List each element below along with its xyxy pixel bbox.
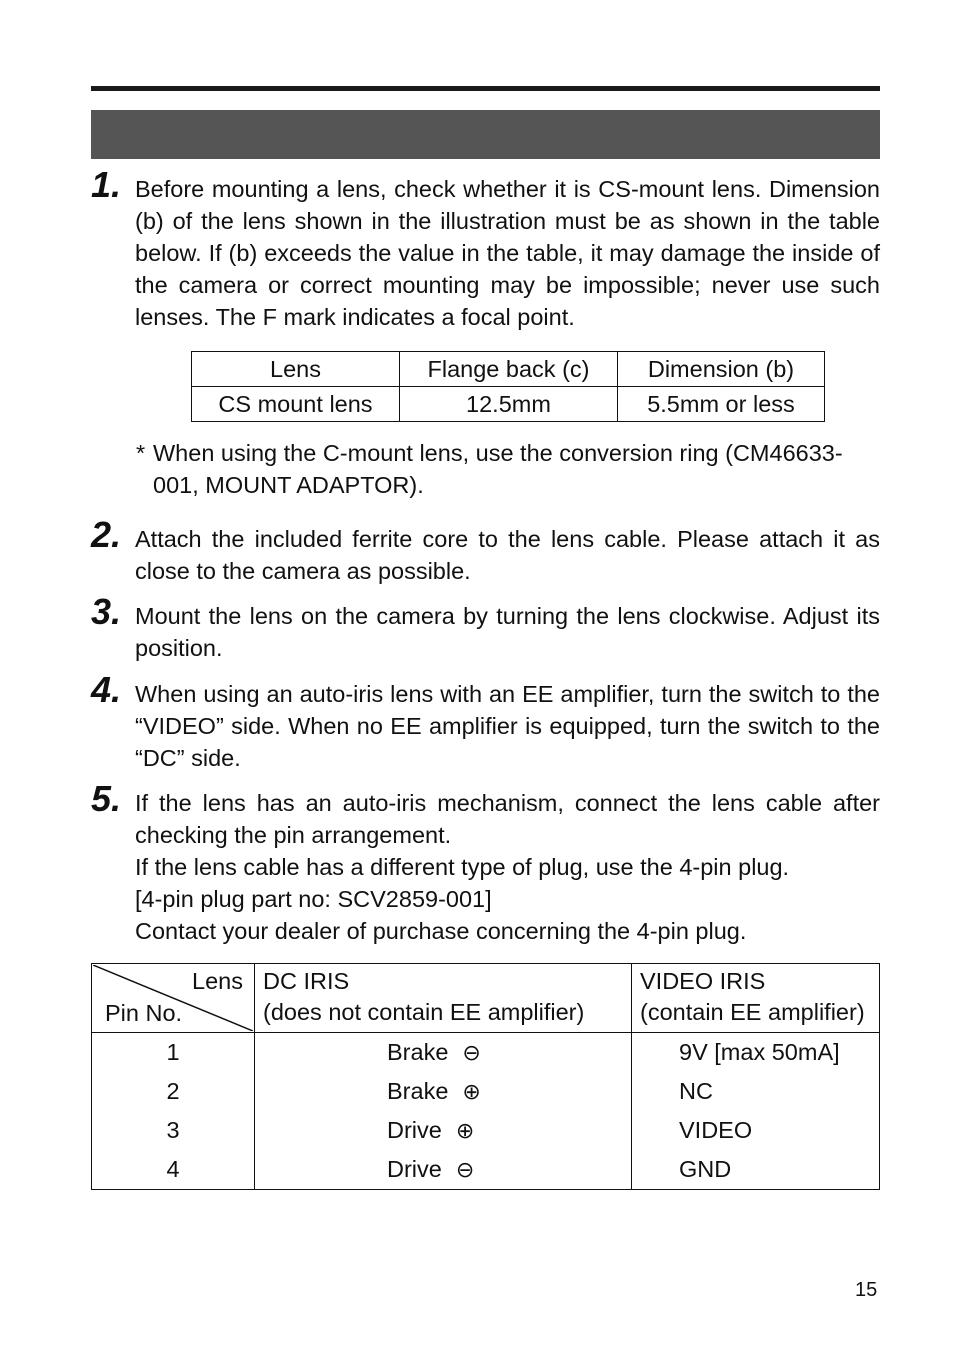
step-paragraph: Contact your dealer of purchase concerning the 4-pin plug. xyxy=(135,918,747,944)
minus-circle-icon: ⊖ xyxy=(455,1157,475,1182)
step-paragraph: Before mounting a lens, check whether it is CS-mount lens. Dimension (b) of the lens shown in the illustration must be as shown in the table below. If (b) exceeds the value in the table, it may damage the inside of the camera or correct mounting may be impossible; never use such lenses. The F mark indicates a focal point. xyxy=(135,176,880,330)
diagonal-header xyxy=(93,965,253,1031)
step-text xyxy=(135,678,880,774)
step-number: 4. xyxy=(91,669,122,710)
pin-number-cell: 3 xyxy=(92,1111,255,1150)
table-cell: 12.5mm xyxy=(400,387,618,422)
corner-header-cell xyxy=(92,964,255,1033)
top-rule xyxy=(91,86,880,91)
step-text xyxy=(135,600,880,664)
video-iris-title: VIDEO IRIS xyxy=(640,968,766,994)
corner-label-pin: Pin No. xyxy=(105,1000,183,1026)
table-header-cell: Lens xyxy=(192,352,400,387)
step-number: 5. xyxy=(91,778,122,819)
plus-circle-icon: ⊕ xyxy=(462,1079,481,1104)
table-row xyxy=(92,1150,880,1190)
step-text xyxy=(135,787,880,947)
table-header-cell: Flange back (c) xyxy=(400,352,618,387)
note-marker: * xyxy=(136,440,146,466)
plus-circle-icon: ⊕ xyxy=(455,1118,475,1143)
dc-iris-title: DC IRIS xyxy=(263,968,350,994)
table-row xyxy=(192,387,825,422)
step-4 xyxy=(91,669,880,774)
lens-dimension-table xyxy=(191,351,825,422)
step-2 xyxy=(91,514,880,587)
table-header-cell: Dimension (b) xyxy=(618,352,825,387)
pin-arrangement-table xyxy=(91,963,880,1190)
dc-function: Drive xyxy=(387,1156,442,1182)
video-iris-subtitle: (contain EE amplifier) xyxy=(640,999,865,1025)
step-paragraph: Attach the included ferrite core to the lens cable. Please attach it as close to the camera as possible. xyxy=(135,526,880,584)
step-1 xyxy=(91,164,880,333)
video-iris-cell: VIDEO xyxy=(632,1111,880,1150)
dc-iris-cell xyxy=(255,1033,632,1073)
step-3 xyxy=(91,591,880,664)
table-cell: CS mount lens xyxy=(192,387,400,422)
table-header-row xyxy=(192,352,825,387)
step-number: 3. xyxy=(91,591,122,632)
step-paragraph: If the lens has an auto-iris mechanism, connect the lens cable after checking the pin arrangement. xyxy=(135,790,880,848)
table-row xyxy=(92,1033,880,1073)
step-paragraph: If the lens cable has a different type of plug, use the 4-pin plug. xyxy=(135,854,790,880)
step-number: 2. xyxy=(91,514,122,555)
table-header-row xyxy=(92,964,880,1033)
dc-function: Brake xyxy=(387,1078,449,1104)
dc-iris-cell xyxy=(255,1150,632,1190)
note-text: When using the C-mount lens, use the conversion ring (CM46633-001, MOUNT ADAPTOR). xyxy=(153,440,843,498)
step-paragraph: [4-pin plug part no: SCV2859-001] xyxy=(135,886,492,912)
step-paragraph: When using an auto-iris lens with an EE amplifier, turn the switch to the “VIDEO” side. When no EE amplifier is equipped, turn the switch to the “DC” side. xyxy=(135,681,880,771)
step-number: 1. xyxy=(91,164,122,205)
page-number: 15 xyxy=(855,1279,878,1301)
dc-function: Brake xyxy=(387,1039,449,1065)
step-text xyxy=(135,523,880,587)
dc-iris-cell xyxy=(255,1072,632,1111)
corner-label-lens: Lens xyxy=(192,968,243,994)
pin-number-cell: 1 xyxy=(92,1033,255,1073)
section-header-bar xyxy=(91,110,880,159)
table-cell: 5.5mm or less xyxy=(618,387,825,422)
dc-function: Drive xyxy=(387,1117,442,1143)
dc-iris-header xyxy=(255,964,632,1033)
c-mount-note xyxy=(136,437,880,501)
dc-iris-subtitle: (does not contain EE amplifier) xyxy=(263,999,585,1025)
minus-circle-icon: ⊖ xyxy=(462,1040,481,1065)
pin-number-cell: 2 xyxy=(92,1072,255,1111)
video-iris-header xyxy=(632,964,880,1033)
video-iris-cell: 9V [max 50mA] xyxy=(632,1033,880,1073)
step-5 xyxy=(91,778,880,947)
video-iris-cell: NC xyxy=(632,1072,880,1111)
pin-number-cell: 4 xyxy=(92,1150,255,1190)
video-iris-cell: GND xyxy=(632,1150,880,1190)
table-row xyxy=(92,1111,880,1150)
step-text xyxy=(135,173,880,333)
dc-iris-cell xyxy=(255,1111,632,1150)
table-row xyxy=(92,1072,880,1111)
step-paragraph: Mount the lens on the camera by turning the lens clockwise. Adjust its position. xyxy=(135,603,880,661)
